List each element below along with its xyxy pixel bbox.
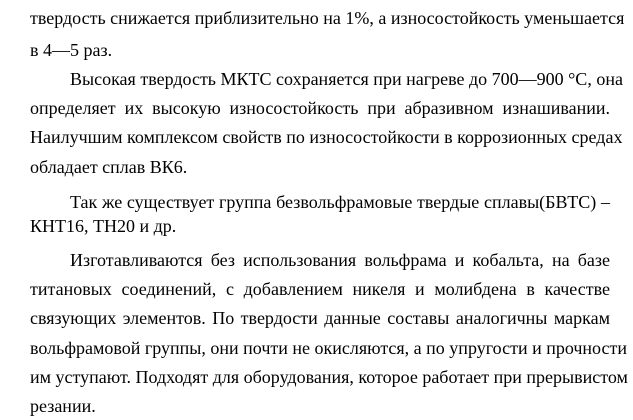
text-line: титановых соединений, с добавлением никеля и молибдена в качестве <box>30 279 610 299</box>
text-line: Так же существует группа безвольфрамовые твердые сплавы(БВТС) – <box>70 192 610 212</box>
text-line: Наилучшим комплексом свойств по износостойкости в коррозионных средах <box>30 127 623 147</box>
text-line: связующих элементов. По твердости данные составы аналогичны маркам <box>30 308 610 328</box>
text-line: КНТ16, ТН20 и др. <box>30 216 177 236</box>
text-line: определяет их высокую износостойкость при абразивном изнашивании. <box>30 98 610 118</box>
text-line: резании. <box>30 396 96 416</box>
text-line: им уступают. Подходят для оборудования, которое работает при прерывистом <box>30 367 628 387</box>
text-line: вольфрамовой группы, они почти не окисляются, а по упругости и прочности <box>30 338 627 358</box>
text-line: в 4—5 раз. <box>30 40 113 60</box>
text-line: обладает сплав ВК6. <box>30 157 188 177</box>
text-line: твердость снижается приблизительно на 1%, а износостойкость уменьшается <box>30 8 625 28</box>
text-line: Высокая твердость МКТС сохраняется при нагреве до 700—900 °С, она <box>70 69 623 89</box>
text-line: Изготавливаются без использования вольфрама и кобальта, на базе <box>70 250 610 270</box>
